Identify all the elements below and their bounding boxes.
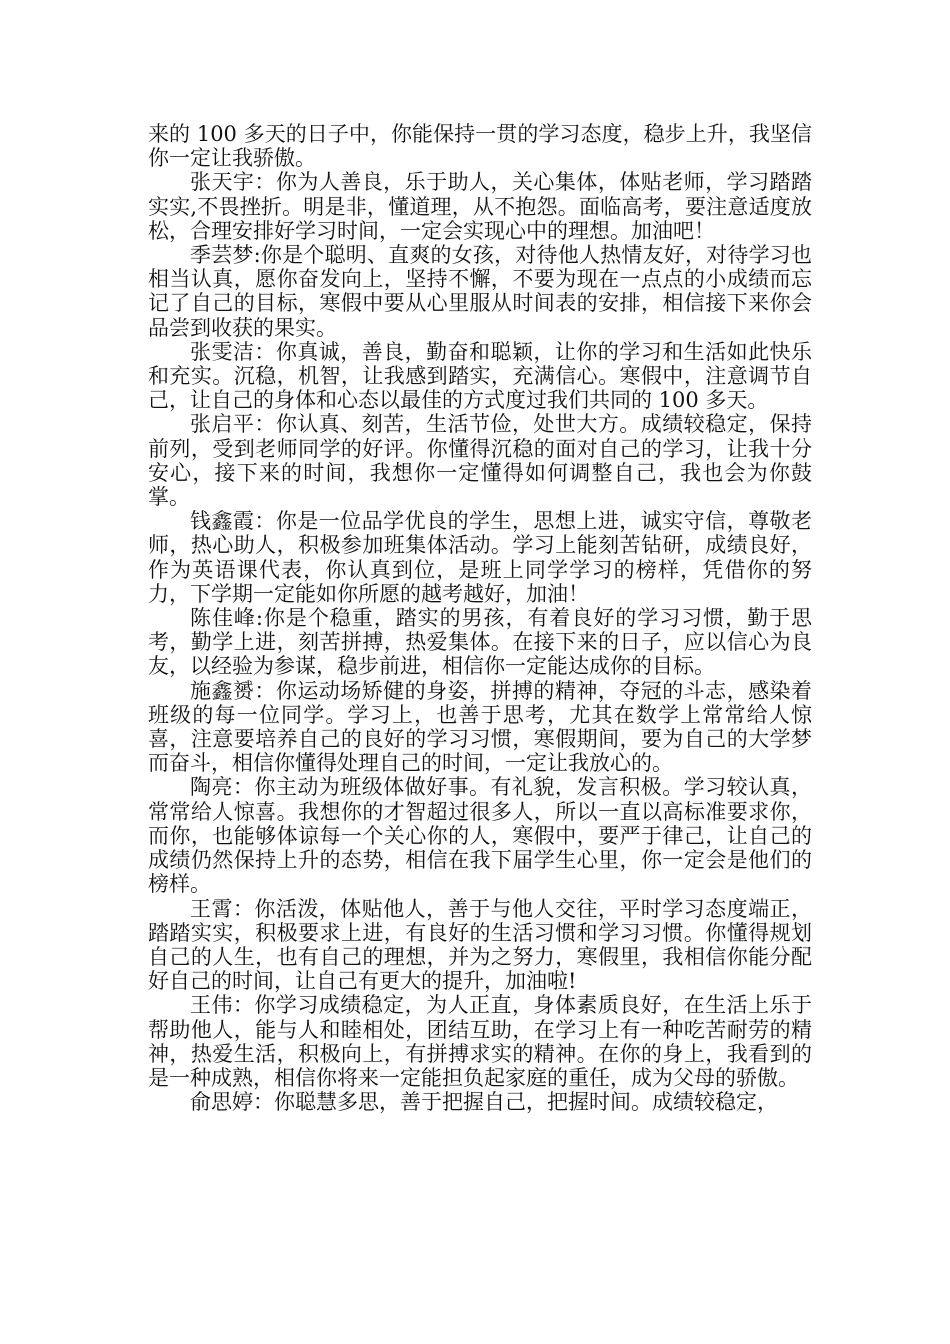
paragraph-comment-shi-xinyun: 施鑫赟：你运动场矫健的身姿，拼搏的精神，夺冠的斗志，感染着班级的每一位同学。学习上，也善于思考，尤其在数学上常常给人惊喜，注意要培养自己的良好的学习习惯，寒假期间，要为自己的大学梦而奋斗，相信你懂得处理自己的时间，一定让我放心的。: [148, 678, 812, 776]
paragraph-comment-zhang-qiping: 张启平：你认真、刻苦，生活节俭，处世大方。成绩较稳定，保持前列，受到老师同学的好评。你懂得沉稳的面对自己的学习，让我十分安心，接下来的时间，我想你一定懂得如何调整自己，我也会为你鼓掌。: [148, 412, 812, 510]
paragraph-comment-wang-wei: 王伟：你学习成绩稳定，为人正直，身体素质良好，在生活上乐于帮助他人，能与人和睦相处，团结互助，在学习上有一种吃苦耐劳的精神，热爱生活，积极向上，有拼搏求实的精神。在你的身上，我看到的是一种成熟，相信你将来一定能担负起家庭的重任，成为父母的骄傲。: [148, 993, 812, 1090]
paragraph-comment-tao-liang: 陶亮：你主动为班级体做好事。有礼貌，发言积极。学习较认真，常常给人惊喜。我想你的才智超过很多人，所以一直以高标准要求你，而你，也能够体谅每一个关心你的人，寒假中，要严于律己，让自己的成绩仍然保持上升的态势，相信在我下届学生心里，你一定会是他们的榜样。: [148, 775, 812, 897]
paragraph-comment-zhang-wenjie: 张雯洁：你真诚，善良，勤奋和聪颖，让你的学习和生活如此快乐和充实。沉稳，机智，让我感到踏实，充满信心。寒假中，注意调节自己，让自己的身体和心态以最佳的方式度过我们共同的 100 多天。: [148, 339, 812, 413]
paragraph-comment-qian-xinxia: 钱鑫霞：你是一位品学优良的学生，思想上进，诚实守信，尊敬老师，热心助人，积极参加班集体活动。学习上能刻苦钻研，成绩良好，作为英语课代表，你认真到位，是班上同学学习的榜样，凭借你的努力，下学期一定能如你所愿的越考越好，加油！: [148, 509, 812, 606]
document-body: [148, 122, 812, 1114]
paragraph-continuation: 来的 100 多天的日子中，你能保持一贯的学习态度，稳步上升，我坚信你一定让我骄傲。: [148, 122, 812, 171]
paragraph-comment-zhang-tianyu: 张天宇：你为人善良，乐于助人，关心集体，体贴老师，学习踏踏实实,不畏挫折。明是非，懂道理，从不抱怨。面临高考，要注意适度放松，合理安排好学习时间，一定会实现心中的理想。加油吧！: [148, 170, 812, 243]
paragraph-comment-yu-siting: 俞思婷：你聪慧多思，善于把握自己，把握时间。成绩较稳定，: [190, 1090, 778, 1115]
paragraph-comment-wang-xiao: 王霄：你活泼，体贴他人，善于与他人交往，平时学习态度端正，踏踏实实，积极要求上进，有良好的生活习惯和学习习惯。你懂得规划自己的人生，也有自己的理想，并为之努力，寒假里，我相信你能分配好自己的时间，让自己有更大的提升，加油啦!: [148, 896, 812, 994]
paragraph-comment-chen-jiafeng: 陈佳峰:你是个稳重，踏实的男孩，有着良好的学习习惯，勤于思考，勤学上进，刻苦拼搏，热爱集体。在接下来的日子，应以信心为良友，以经验为参谋，稳步前进，相信你一定能达成你的目标。: [148, 606, 812, 679]
paragraph-comment-ji-yunmeng: 季芸梦:你是个聪明、直爽的女孩，对待他人热情友好，对待学习也相当认真，愿你奋发向上，坚持不懈，不要为现在一点点的小成绩而忘记了自己的目标，寒假中要从心里服从时间表的安排，相信接下来你会品尝到收获的果实。: [148, 243, 812, 340]
